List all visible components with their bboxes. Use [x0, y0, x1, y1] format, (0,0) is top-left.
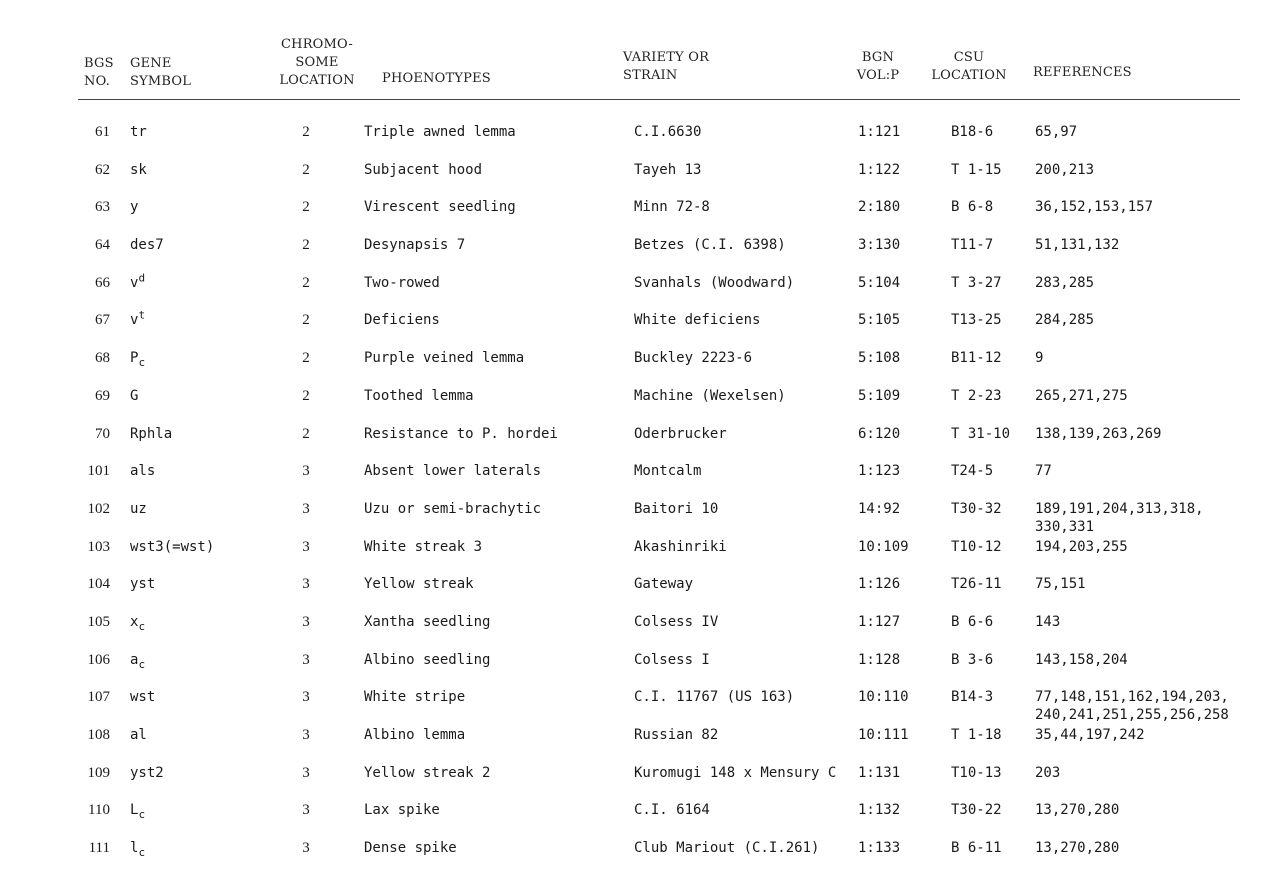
table-row [0, 415, 1274, 453]
table-row [0, 188, 1274, 226]
bgn-vol-page: 1:122 [858, 161, 901, 178]
variety-or-strain: Tayeh 13 [634, 161, 702, 178]
bgs-number: 109 [87, 764, 110, 781]
variety-or-strain: Gateway [634, 576, 694, 593]
table-row [0, 791, 1274, 829]
table-row [0, 301, 1274, 339]
gene-symbol-modifier: c [138, 657, 146, 671]
gene-symbol-base: als [130, 463, 156, 480]
bgs-number: 61 [95, 124, 110, 140]
chromosome-location: 2 [302, 425, 310, 442]
bgs-number: 108 [87, 727, 110, 743]
table-row [0, 377, 1274, 415]
phenotype: Desynapsis 7 [364, 237, 466, 254]
chromosome-location: 3 [302, 576, 310, 593]
chromosome-location: 3 [302, 840, 310, 857]
variety-or-strain: C.I. 11767 (US 163) [634, 689, 795, 706]
references: 51,131,132 [1035, 237, 1120, 254]
header-variety-or-strain: VARIETY OR STRAIN [623, 50, 710, 83]
gene-symbol-base: v [130, 274, 139, 291]
gene-symbol-base: yst [130, 576, 156, 593]
bgs-number: 67 [95, 312, 110, 329]
gene-symbol-base: y [130, 199, 139, 216]
bgs-number: 104 [87, 576, 110, 593]
phenotype: Triple awned lemma [364, 124, 516, 140]
bgs-number: 69 [95, 387, 110, 404]
csu-location: B 3-6 [951, 651, 994, 668]
bgn-vol-page: 5:104 [858, 274, 901, 291]
gene-symbol-base: L [130, 802, 139, 819]
gene-symbol [130, 198, 138, 216]
gene-symbol [130, 839, 145, 857]
csu-location: T 1-18 [951, 727, 1002, 743]
gene-symbol-modifier: t [138, 308, 146, 322]
chromosome-location: 2 [302, 387, 310, 404]
gene-symbol [130, 575, 155, 593]
gene-symbol-modifier: c [138, 845, 146, 859]
gene-symbol [130, 387, 138, 405]
references: 75,151 [1035, 576, 1086, 593]
variety-or-strain: White deficiens [634, 312, 761, 329]
table-row [0, 528, 1274, 566]
phenotype: Absent lower laterals [364, 463, 542, 480]
phenotype: Yellow streak [364, 576, 474, 593]
header-rule [78, 99, 1240, 100]
chromosome-location: 3 [302, 727, 310, 743]
csu-location: B18-6 [951, 124, 994, 140]
csu-location: T10-13 [951, 764, 1002, 781]
variety-or-strain: Montcalm [634, 463, 702, 480]
references: 143 [1035, 613, 1061, 630]
bgs-number: 106 [87, 651, 110, 668]
table-row [0, 151, 1274, 189]
gene-symbol [130, 236, 164, 254]
phenotype: Virescent seedling [364, 199, 516, 216]
references: 77 [1035, 463, 1052, 480]
references: 203 [1035, 764, 1061, 781]
variety-or-strain: Colsess I [634, 651, 710, 668]
gene-symbol-base: wst3(=wst) [130, 538, 215, 555]
gene-symbol [130, 688, 155, 706]
bgn-vol-page: 1:127 [858, 613, 901, 630]
csu-location: B 6-8 [951, 199, 994, 216]
phenotype: Albino seedling [364, 651, 491, 668]
variety-or-strain: Colsess IV [634, 613, 719, 630]
chromosome-location: 2 [302, 237, 310, 254]
variety-or-strain: Baitori 10 [634, 500, 719, 517]
variety-or-strain: Betzes (C.I. 6398) [634, 237, 786, 254]
csu-location: T 2-23 [951, 387, 1002, 404]
gene-symbol-base: al [130, 727, 147, 743]
csu-location: T11-7 [951, 237, 994, 254]
phenotype: Resistance to P. hordei [364, 425, 558, 442]
table-row [0, 754, 1274, 792]
header-csu-location: CSU LOCATION [931, 50, 1007, 83]
bgn-vol-page: 1:132 [858, 802, 901, 819]
csu-location: B 6-6 [951, 613, 994, 630]
header-chromosome-location: CHROMO- SOME LOCATION [279, 37, 355, 88]
phenotype: White stripe [364, 689, 466, 706]
references: 284,285 [1035, 312, 1095, 329]
header-gene-symbol: GENE SYMBOL [130, 56, 192, 89]
gene-symbol [130, 613, 145, 631]
gene-symbol [130, 349, 145, 367]
bgs-number: 70 [95, 425, 110, 442]
references: 9 [1035, 350, 1044, 367]
bgn-vol-page: 10:109 [858, 538, 909, 555]
gene-symbol-modifier: c [138, 355, 146, 369]
references: 65,97 [1035, 124, 1078, 140]
gene-symbol-base: yst2 [130, 764, 164, 781]
gene-symbol-modifier: c [138, 619, 146, 633]
variety-or-strain: Oderbrucker [634, 425, 727, 442]
gene-symbol [130, 801, 146, 822]
bgs-number: 68 [95, 350, 110, 367]
gene-symbol [130, 308, 146, 329]
phenotype: Xantha seedling [364, 613, 491, 630]
references: 77,148,151,162,194,203, 240,241,251,255,256,258 [1035, 689, 1229, 724]
gene-symbol-base: tr [130, 124, 147, 140]
references: 265,271,275 [1035, 387, 1128, 404]
variety-or-strain: C.I. 6164 [634, 802, 710, 819]
phenotype: Yellow streak 2 [364, 764, 491, 781]
bgs-number: 102 [87, 500, 110, 517]
bgs-number: 62 [95, 161, 110, 178]
chromosome-location: 3 [302, 651, 310, 668]
csu-location: T 3-27 [951, 274, 1002, 291]
chromosome-location: 3 [302, 500, 310, 517]
chromosome-location: 2 [302, 274, 310, 291]
gene-symbol [130, 425, 172, 443]
table-row [0, 490, 1274, 535]
gene-symbol-base: v [130, 312, 139, 329]
phenotype: Deficiens [364, 312, 440, 329]
table-row [0, 264, 1274, 302]
bgn-vol-page: 1:126 [858, 576, 901, 593]
chromosome-location: 2 [302, 124, 310, 140]
bgn-vol-page: 5:105 [858, 312, 901, 329]
gene-symbol-base: Rphla [130, 425, 173, 442]
gene-symbol-base: sk [130, 161, 147, 178]
chromosome-location: 3 [302, 802, 310, 819]
references: 13,270,280 [1035, 802, 1120, 819]
csu-location: B14-3 [951, 689, 994, 706]
csu-location: T30-32 [951, 500, 1002, 517]
bgn-vol-page: 6:120 [858, 425, 901, 442]
chromosome-location: 3 [302, 764, 310, 781]
bgn-vol-page: 14:92 [858, 500, 901, 517]
gene-symbol [130, 271, 146, 292]
gene-symbol [130, 161, 147, 179]
gene-symbol-modifier: d [138, 271, 146, 285]
header-references: REFERENCES [1033, 65, 1132, 80]
chromosome-location: 2 [302, 199, 310, 216]
references: 283,285 [1035, 274, 1095, 291]
references: 143,158,204 [1035, 651, 1128, 668]
variety-or-strain: Svanhals (Woodward) [634, 274, 795, 291]
bgn-vol-page: 2:180 [858, 199, 901, 216]
bgn-vol-page: 10:110 [858, 689, 909, 706]
bgn-vol-page: 1:133 [858, 840, 901, 857]
variety-or-strain: Minn 72-8 [634, 199, 710, 216]
table-row [0, 603, 1274, 641]
bgs-number: 101 [87, 463, 110, 480]
bgn-vol-page: 10:111 [858, 727, 909, 743]
phenotype: Lax spike [364, 802, 440, 819]
variety-or-strain: Russian 82 [634, 727, 719, 743]
gene-symbol [130, 462, 155, 480]
csu-location: B 6-11 [951, 840, 1002, 857]
bgn-vol-page: 3:130 [858, 237, 901, 254]
chromosome-location: 3 [302, 538, 310, 555]
phenotype: Dense spike [364, 840, 457, 857]
variety-or-strain: Kuromugi 148 x Mensury C [634, 764, 837, 781]
table-row [0, 565, 1274, 603]
bgs-number: 111 [88, 840, 110, 857]
csu-location: T 1-15 [951, 161, 1002, 178]
table-row [0, 339, 1274, 377]
gene-symbol-base: a [130, 651, 139, 668]
gene-symbol [130, 726, 147, 744]
bgn-vol-page: 1:121 [858, 124, 901, 140]
variety-or-strain: Akashinriki [634, 538, 727, 555]
gene-symbol-base: P [130, 350, 139, 367]
table-row [0, 113, 1274, 151]
gene-symbol [130, 500, 147, 518]
gene-symbol-base: x [130, 613, 139, 630]
gene-symbol-base: wst [130, 689, 156, 706]
chromosome-location: 2 [302, 312, 310, 329]
table-row [0, 716, 1274, 754]
chromosome-location: 2 [302, 161, 310, 178]
gene-symbol-base: l [130, 840, 139, 857]
bgn-vol-page: 5:109 [858, 387, 901, 404]
csu-location: T13-25 [951, 312, 1002, 329]
bgs-number: 110 [88, 802, 110, 819]
gene-symbol [130, 764, 164, 782]
references: 138,139,263,269 [1035, 425, 1162, 442]
references: 13,270,280 [1035, 840, 1120, 857]
bgs-number: 66 [95, 274, 110, 291]
bgn-vol-page: 1:131 [858, 764, 901, 781]
bgs-number: 103 [87, 538, 110, 555]
gene-symbol [130, 651, 145, 669]
bgs-number: 63 [95, 199, 110, 216]
header-phenotypes: PHOENOTYPES [382, 71, 491, 86]
phenotype: Two-rowed [364, 274, 440, 291]
bgn-vol-page: 5:108 [858, 350, 901, 367]
chromosome-location: 3 [302, 463, 310, 480]
gene-symbol [130, 123, 147, 141]
phenotype: Toothed lemma [364, 387, 474, 404]
csu-location: B11-12 [951, 350, 1002, 367]
bgs-number: 64 [95, 237, 110, 254]
header-bgn-vol-p: BGN VOL:P [856, 50, 900, 83]
csu-location: T24-5 [951, 463, 994, 480]
references: 35,44,197,242 [1035, 727, 1145, 743]
csu-location: T10-12 [951, 538, 1002, 555]
table-row [0, 452, 1274, 490]
table-row [0, 226, 1274, 264]
variety-or-strain: C.I.6630 [634, 124, 702, 140]
gene-table-body [0, 113, 1274, 867]
table-row [0, 829, 1274, 867]
gene-symbol-modifier: c [138, 808, 146, 822]
references: 36,152,153,157 [1035, 199, 1154, 216]
gene-symbol [130, 538, 214, 556]
chromosome-location: 2 [302, 350, 310, 367]
bgs-number: 107 [87, 689, 110, 706]
header-bgs-no: BGS NO. [84, 56, 114, 89]
gene-symbol-base: des7 [130, 237, 164, 254]
variety-or-strain: Machine (Wexelsen) [634, 387, 786, 404]
chromosome-location: 3 [302, 613, 310, 630]
references: 194,203,255 [1035, 538, 1128, 555]
variety-or-strain: Buckley 2223-6 [634, 350, 753, 367]
variety-or-strain: Club Mariout (C.I.261) [634, 840, 820, 857]
table-row [0, 678, 1274, 724]
phenotype: Purple veined lemma [364, 350, 525, 367]
phenotype: Albino lemma [364, 727, 466, 743]
csu-location: T26-11 [951, 576, 1002, 593]
gene-symbol-base: G [130, 387, 139, 404]
csu-location: T 31-10 [951, 425, 1011, 442]
references: 189,191,204,313,318, 330,331 [1035, 500, 1204, 535]
phenotype: Uzu or semi-brachytic [364, 500, 542, 517]
chromosome-location: 3 [302, 689, 310, 706]
bgn-vol-page: 1:123 [858, 463, 901, 480]
references: 200,213 [1035, 161, 1095, 178]
gene-symbol-base: uz [130, 500, 147, 517]
csu-location: T30-22 [951, 802, 1002, 819]
table-row [0, 641, 1274, 679]
phenotype: White streak 3 [364, 538, 483, 555]
bgn-vol-page: 1:128 [858, 651, 901, 668]
phenotype: Subjacent hood [364, 161, 483, 178]
bgs-number: 105 [87, 613, 110, 630]
